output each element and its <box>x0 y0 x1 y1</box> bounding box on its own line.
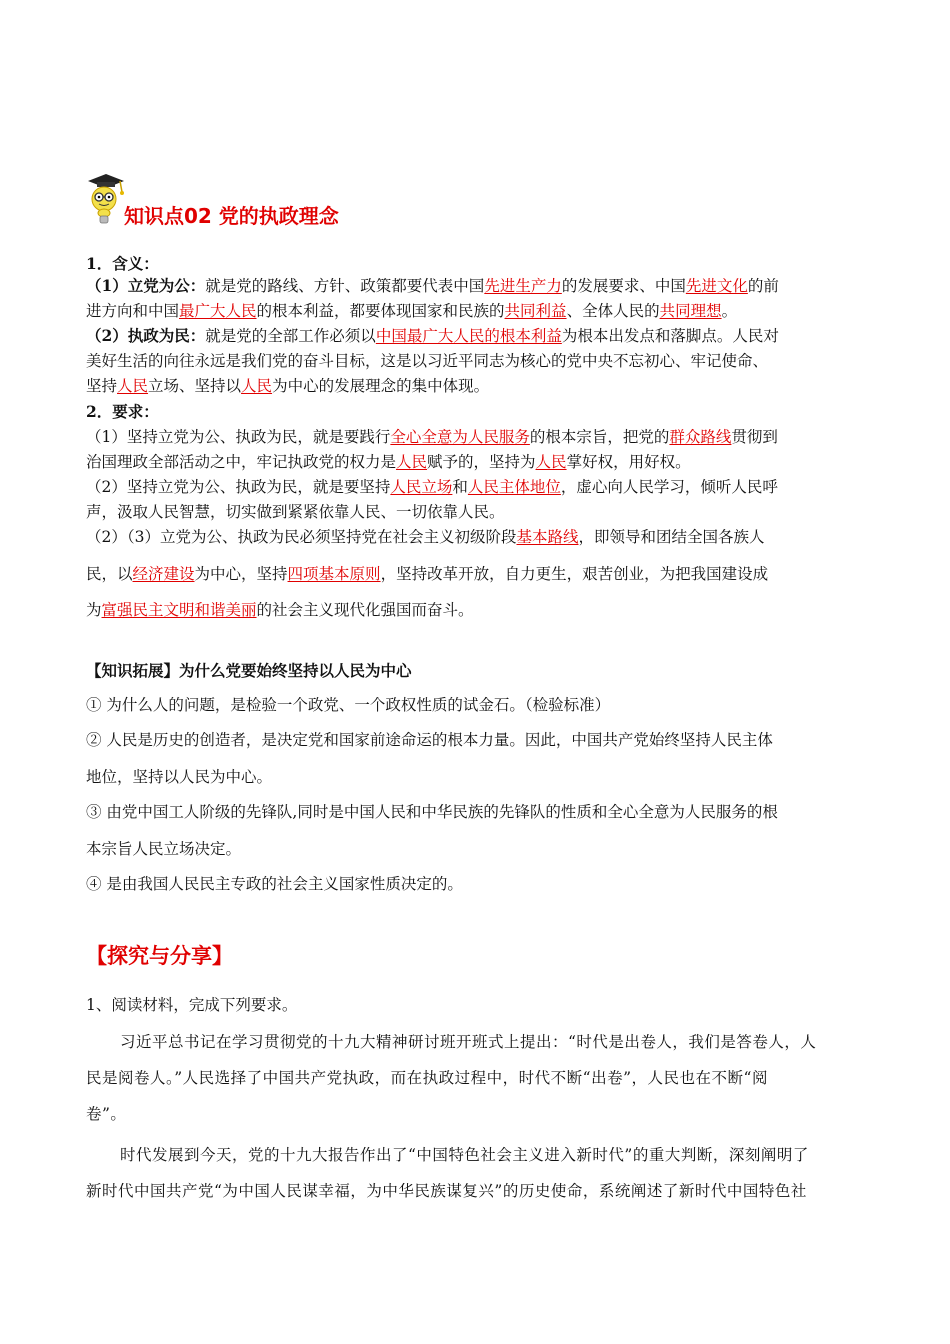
explore-heading: 【探究与分享】 <box>86 944 233 968</box>
meaning-p1-line2: 进方向和中国最广大人民的根本利益，都要体现国家和民族的共同利益、全体人民的共同理想。 <box>86 302 738 320</box>
graduate-mascot-icon <box>84 172 128 226</box>
requirements-heading: 2．要求： <box>86 402 159 421</box>
extension-heading: 【知识拓展】为什么党要始终坚持以人民为中心 <box>86 661 412 680</box>
material-line: 卷”。 <box>86 1105 127 1123</box>
explore-task: 1、阅读材料，完成下列要求。 <box>86 996 298 1014</box>
req-r1-line1: （1）坚持立党为公、执政为民，就是要践行全心全意为人民服务的根本宗旨，把党的群众路线贯彻到 <box>86 428 778 446</box>
extension-item: ② 人民是历史的创造者，是决定党和国家前途命运的根本力量。因此，中国共产党始终坚持人民主体 <box>86 731 773 749</box>
extension-item: 地位，坚持以人民为中心。 <box>86 768 273 786</box>
meaning-heading: 1．含义： <box>86 254 159 273</box>
req-r3-line3: 为富强民主文明和谐美丽的社会主义现代化强国而奋斗。 <box>86 601 474 619</box>
extension-item: ④ 是由我国人民民主专政的社会主义国家性质决定的。 <box>86 875 463 893</box>
material-line: 习近平总书记在学习贯彻党的十九大精神研讨班开班式上提出：“时代是出卷人，我们是答卷人，人 <box>120 1033 817 1051</box>
extension-item: ③ 由党中国工人阶级的先锋队,同时是中国人民和中华民族的先锋队的性质和全心全意为人民服务的根 <box>86 803 778 821</box>
meaning-p2-line1: （2）执政为民：就是党的全部工作必须以中国最广大人民的根本利益为根本出发点和落脚点。人民对 <box>86 326 779 345</box>
material-line: 新时代中国共产党“为中国人民谋幸福，为中华民族谋复兴”的历史使命，系统阐述了新时代中国特色社 <box>86 1182 807 1200</box>
req-r2-line1: （2）坚持立党为公、执政为民，就是要坚持人民立场和人民主体地位，虚心向人民学习，倾听人民呼 <box>86 478 778 496</box>
material-line: 民是阅卷人。”人民选择了中国共产党执政，而在执政过程中，时代不断“出卷”，人民也在不断“阅 <box>86 1069 768 1087</box>
material-line: 时代发展到今天，党的十九大报告作出了“中国特色社会主义进入新时代”的重大判断，深刻阐明了 <box>120 1146 809 1164</box>
meaning-p1-line1: （1）立党为公：就是党的路线、方针、政策都要代表中国先进生产力的发展要求、中国先进文化的前 <box>86 276 779 295</box>
req-r2-line2: 声，汲取人民智慧，切实做到紧紧依靠人民、一切依靠人民。 <box>86 503 505 521</box>
section-title: 知识点02 党的执政理念 <box>124 204 339 228</box>
meaning-p2-line2: 美好生活的向往永远是我们党的奋斗目标，这是以习近平同志为核心的党中央不忘初心、牢记使命、 <box>86 352 769 370</box>
req-r3-line1: （2）（3）立党为公、执政为民必须坚持党在社会主义初级阶段基本路线，即领导和团结全国各族人 <box>86 528 765 546</box>
extension-item: ① 为什么人的问题，是检验一个政党、一个政权性质的试金石。（检验标准） <box>86 696 611 714</box>
req-r1-line2: 治国理政全部活动之中，牢记执政党的权力是人民赋予的，坚持为人民掌好权，用好权。 <box>86 453 691 471</box>
meaning-p2-line3: 坚持人民立场、坚持以人民为中心的发展理念的集中体现。 <box>86 377 490 395</box>
req-r3-line2: 民，以经济建设为中心，坚持四项基本原则，坚持改革开放，自力更生，艰苦创业，为把我国建设成 <box>86 565 769 583</box>
extension-item: 本宗旨人民立场决定。 <box>86 840 242 858</box>
